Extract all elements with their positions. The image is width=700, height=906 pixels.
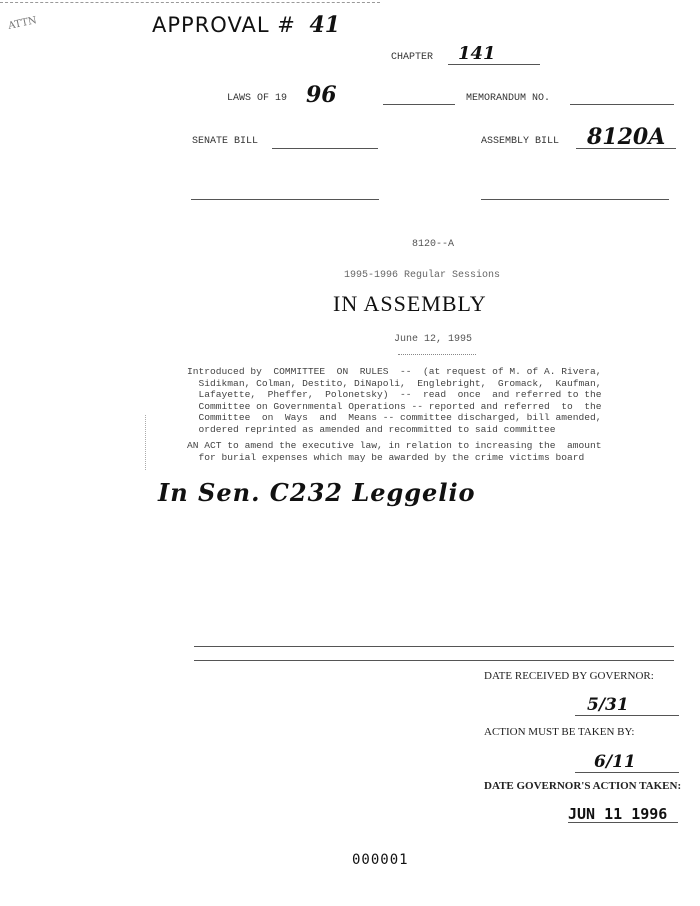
assembly-bill-value: 8120A [587,124,666,150]
date-dotted-rule [398,354,476,355]
introduced-line: ordered reprinted as amended and recommitted to said committee [187,423,556,435]
senate-extra-line [191,199,379,200]
introduced-line: Introduced by COMMITTEE ON RULES -- (at request of M. of A. Rivera, [187,366,602,377]
divider-rule-top [194,646,674,647]
assembly-extra-line [481,199,669,200]
margin-marks [145,415,147,470]
intro-date: June 12, 1995 [394,334,473,345]
introduced-line: Lafayette, Pheffer, Polonetsky) -- read once and referred to the [187,389,602,400]
memorandum-blank [570,104,674,105]
laws-blank [383,104,455,105]
introduced-line: Committee on Governmental Operations -- reported and referred to the [187,400,602,412]
assembly-bill-underline [576,148,676,149]
divider-rule-bottom [194,660,674,661]
approval-label: APPROVAL # [152,13,296,37]
date-received-label: DATE RECEIVED BY GOVERNOR: [484,670,654,682]
laws-year: 96 [306,82,337,108]
approval-stamp [152,12,340,38]
approval-number: 41 [309,12,341,38]
introduced-line: Sidikman, Colman, Destito, DiNapoli, Englebright, Gromack, Kaufman, [187,377,602,389]
corner-note: ATTN [7,15,38,32]
memorandum-label: MEMORANDUM NO. [466,93,551,104]
top-edge-rule [0,2,380,3]
action-taken-line [568,822,678,823]
date-received-value: 5/31 [587,695,629,715]
bill-number: 8120--A [412,239,455,250]
action-deadline-value: 6/11 [594,752,636,772]
action-deadline-line [575,772,679,773]
act-line: AN ACT to amend the executive law, in relation to increasing the amount [187,440,602,451]
action-taken-stamp: JUN 11 1996 [568,805,668,823]
page-title: IN ASSEMBLY [333,291,487,316]
introduced-paragraph [187,366,602,435]
act-paragraph [187,440,602,463]
act-line: for burial expenses which may be awarded by the crime victims board [187,451,585,463]
handwritten-note: In Sen. C232 Leggelio [158,478,476,507]
senate-bill-label: SENATE BILL [192,136,259,147]
introduced-line: Committee on Ways and Means -- committee discharged, bill amended, [187,412,602,423]
page-number: 000001 [352,852,409,868]
chapter-underline [448,64,540,65]
session-label: 1995-1996 Regular Sessions [344,270,501,281]
chapter-label: CHAPTER [391,52,434,63]
date-received-line [575,715,679,716]
chapter-value: 141 [458,43,496,64]
assembly-bill-label: ASSEMBLY BILL [481,136,560,147]
action-taken-label: DATE GOVERNOR'S ACTION TAKEN: [484,780,682,792]
senate-bill-blank [272,148,378,149]
action-deadline-label: ACTION MUST BE TAKEN BY: [484,726,635,738]
laws-label: LAWS OF 19 [227,93,288,104]
